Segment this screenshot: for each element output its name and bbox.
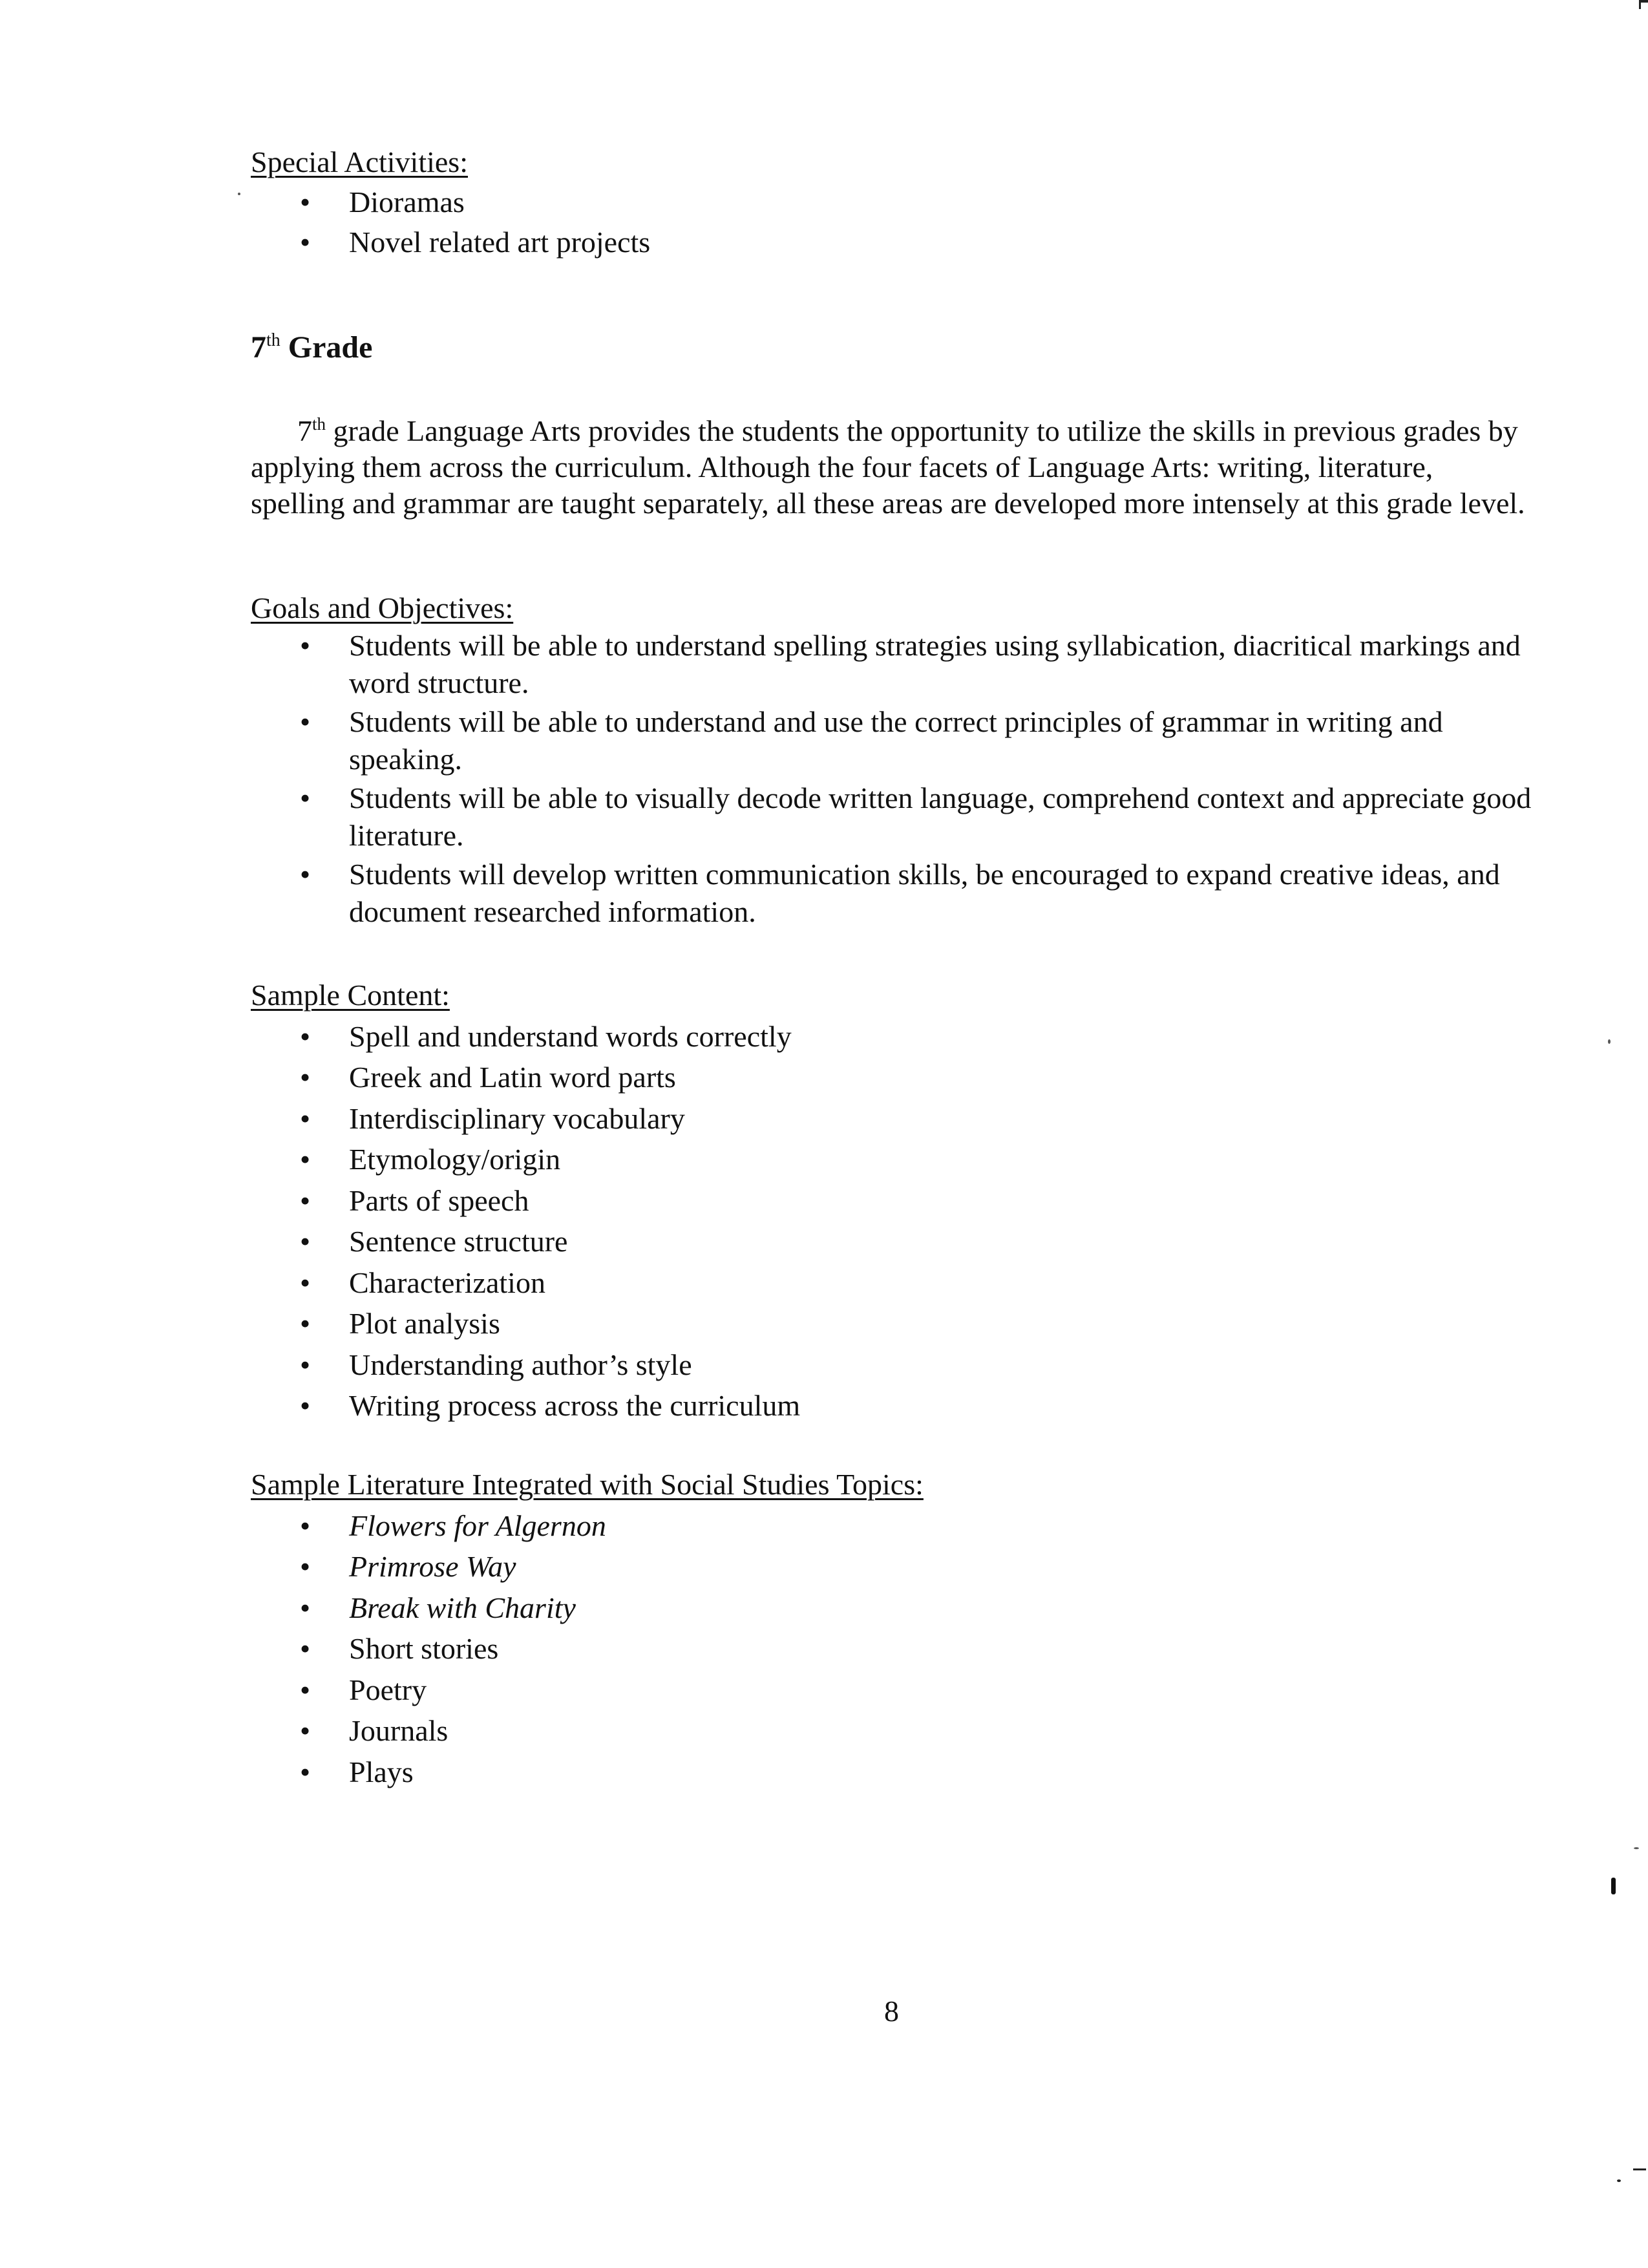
list-item: • Sentence structure [251,1221,800,1262]
list-item: • Spell and understand words correctly [251,1016,800,1057]
bullet-icon: • [299,1061,311,1094]
list-item: • Break with Charity [251,1587,924,1629]
list-item: • Students will develop written communication skills, be encouraged to expand creative ideas, and document researched information. [251,856,1543,931]
page-number: 8 [884,1995,899,2028]
list-item: • Journals [251,1710,924,1752]
bullet-icon: • [299,1019,311,1053]
bullet-icon: • [299,1266,311,1299]
scan-speck [1608,1039,1611,1044]
list-item: • Short stories [251,1628,924,1669]
bullet-icon: • [299,629,311,662]
scan-speck [238,193,240,195]
scan-speck [1633,2168,1646,2170]
goals-list [251,627,1543,931]
bullet-icon: • [299,1755,311,1788]
bullet-icon: • [299,781,311,814]
special-activities-section [251,142,650,262]
sample-literature-list [251,1505,924,1793]
list-item: • Flowers for Algernon [251,1505,924,1547]
sample-content-section [251,975,800,1426]
bullet-icon: • [299,1591,311,1624]
sample-content-heading: Sample Content: [251,979,450,1012]
sample-literature-section [251,1464,924,1792]
list-item: • Primrose Way [251,1546,924,1587]
list-item: • Students will be able to understand and use the correct principles of grammar in writing and speaking. [251,703,1543,778]
list-item: • Novel related art projects [251,222,650,262]
sample-literature-heading: Sample Literature Integrated with Social Studies Topics: [251,1468,924,1501]
bullet-icon: • [299,1509,311,1542]
bullet-icon: • [299,1389,311,1422]
list-item: • Understanding author’s style [251,1344,800,1386]
scan-speck [1634,1847,1639,1849]
bullet-icon: • [299,185,311,218]
special-activities-list [251,182,650,262]
list-item: • Plot analysis [251,1303,800,1344]
grade-title: 7th Grade [251,330,373,365]
list-item: • Students will be able to visually decode written language, comprehend context and appreciate good literature. [251,779,1543,854]
bullet-icon: • [299,1673,311,1706]
goals-section [251,589,1543,931]
list-item: • Students will be able to understand spelling strategies using syllabication, diacritical markings and word structure. [251,627,1543,702]
bullet-icon: • [299,1550,311,1583]
grade-intro-paragraph: 7th grade Language Arts provides the students the opportunity to utilize the skills in previous grades by applying them across the curriculum. Although the four facets of Language Arts: writing, literature, spelling and grammar are taught separately, all these areas are developed more intensely at this grade level. [251,414,1525,520]
list-item: • Interdisciplinary vocabulary [251,1098,800,1139]
bullet-icon: • [299,1307,311,1340]
list-item: • Dioramas [251,182,650,222]
bullet-icon: • [299,226,311,259]
bullet-icon: • [299,1348,311,1381]
bullet-icon: • [299,858,311,891]
list-item: • Plays [251,1752,924,1793]
sample-content-list [251,1016,800,1426]
list-item: • Greek and Latin word parts [251,1057,800,1098]
list-item: • Etymology/origin [251,1139,800,1180]
list-item: • Parts of speech [251,1180,800,1222]
list-item: • Writing process across the curriculum [251,1385,800,1426]
bullet-icon: • [299,1714,311,1747]
scan-speck [1617,2179,1621,2182]
goals-heading: Goals and Objectives: [251,591,514,624]
bullet-icon: • [299,1225,311,1258]
scan-speck [1639,0,1641,9]
list-item: • Characterization [251,1262,800,1304]
bullet-icon: • [299,1101,311,1135]
bullet-icon: • [299,1183,311,1217]
list-item: • Poetry [251,1669,924,1711]
special-activities-heading: Special Activities: [251,145,468,178]
bullet-icon: • [299,1632,311,1665]
bullet-icon: • [299,1143,311,1176]
bullet-icon: • [299,705,311,738]
scan-speck [1611,1878,1616,1894]
